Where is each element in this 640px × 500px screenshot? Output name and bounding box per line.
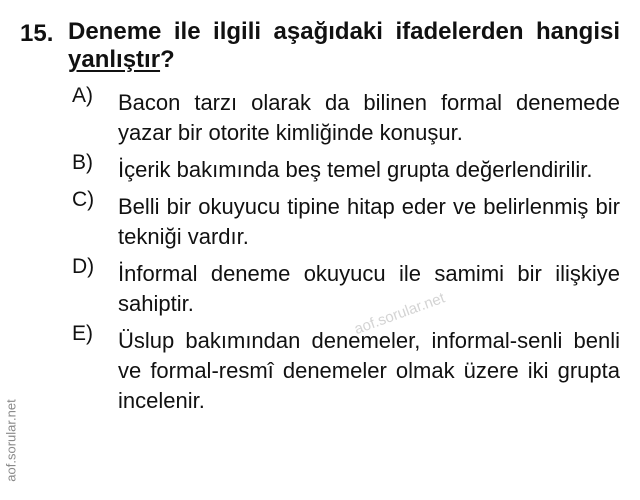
question-stem <box>68 18 620 74</box>
option-letter: B) <box>72 151 93 174</box>
option-letter: A) <box>72 84 93 107</box>
option-b[interactable] <box>72 151 620 185</box>
answer-options <box>72 84 620 416</box>
question-block <box>20 18 620 423</box>
question-stem-end: ? <box>160 46 175 73</box>
option-text: Üslup bakımından denemeler, informal-senli benli ve formal-resmî denemeler olmak üzere iki grupta incelenir. <box>118 328 620 413</box>
option-a[interactable] <box>72 84 620 148</box>
question-number: 15. <box>20 20 54 47</box>
option-text: Bacon tarzı olarak da bilinen formal denemede yazar bir otorite kimliğinde konuşur. <box>118 90 620 145</box>
option-text: İçerik bakımında beş temel grupta değerlendirilir. <box>118 157 593 182</box>
question-stem-emphasis: yanlıştır <box>68 46 161 73</box>
side-watermark-text: aof.sorular.net <box>3 398 19 482</box>
option-text: Belli bir okuyucu tipine hitap eder ve belirlenmiş bir tekniği vardır. <box>118 194 620 249</box>
option-text: İnformal deneme okuyucu ile samimi bir ilişkiye sahiptir. <box>118 261 620 316</box>
center-watermark: aof.sorular.net <box>352 289 448 338</box>
option-letter: E) <box>72 322 93 345</box>
option-d[interactable] <box>72 255 620 319</box>
side-watermark <box>0 380 22 500</box>
option-letter: D) <box>72 255 95 278</box>
option-c[interactable] <box>72 188 620 252</box>
question-header <box>20 18 620 74</box>
question-stem-text: Deneme ile ilgili aşağıdaki ifadelerden hangisi <box>68 18 620 45</box>
option-letter: C) <box>72 188 95 211</box>
option-e[interactable] <box>72 322 620 416</box>
